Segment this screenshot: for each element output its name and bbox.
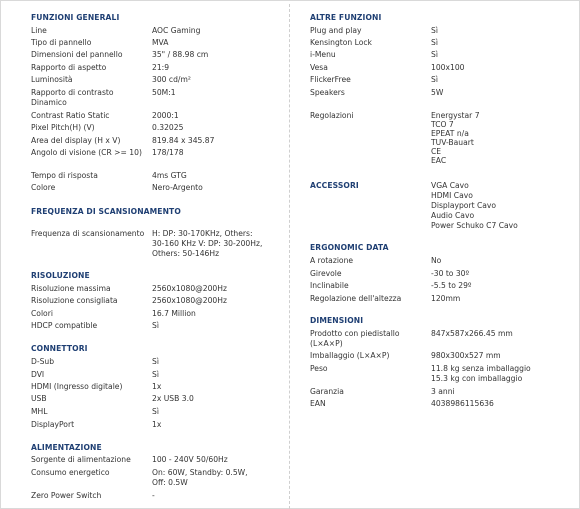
spec-label: Zero Power Switch [31,491,102,500]
spec-label: USB [31,394,47,403]
spec-value: 21:9 [152,63,170,72]
spec-value-line: TUV-Bauart [431,138,474,147]
accessory-item: HDMI Cavo [431,191,473,200]
spec-label: HDCP compatible [31,321,98,330]
spec-value-line: 15.3 kg con imballaggio [431,374,523,383]
accessory-item: Power Schuko C7 Cavo [431,221,518,230]
spec-value: Sì [152,357,159,366]
spec-value: 2000:1 [152,111,179,120]
spec-label: Pixel Pitch(H) (V) [31,123,95,132]
spec-label: Regolazione dell'altezza [310,294,402,303]
section-title-connettori: CONNETTORI [31,344,88,353]
spec-label: Girevole [310,269,342,278]
spec-label: Colore [31,183,56,192]
spec-value: 4038986115636 [431,399,494,408]
spec-value: 980x300x527 mm [431,351,501,360]
section-title-risoluzione: RISOLUZIONE [31,271,90,280]
spec-value: AOC Gaming [152,26,201,35]
spec-value: Sì [431,26,438,35]
spec-value: 819.84 x 345.87 [152,136,215,145]
section-title-dimensioni: DIMENSIONI [310,316,364,325]
spec-value: 16.7 Million [152,309,196,318]
spec-value: Nero-Argento [152,183,203,192]
spec-label: i-Menu [310,50,336,59]
accessory-item: Displayport Cavo [431,201,497,210]
spec-label: FlickerFree [310,75,351,84]
spec-label: Sorgente di alimentazione [31,455,131,464]
spec-label: Tempo di risposta [31,171,98,180]
spec-label: Rapporto di contrasto Dinamico [31,88,114,107]
spec-value: 178/178 [152,148,184,157]
spec-value-line: 30-160 KHz V: DP: 30-200Hz, [152,239,263,248]
spec-label: Speakers [310,88,345,97]
spec-label: Plug and play [310,26,362,35]
spec-value: Sì [431,50,438,59]
accessory-item: Audio Cavo [431,211,475,220]
spec-value: 5W [431,88,444,97]
spec-label: DVI [31,370,45,379]
spec-label: Kensington Lock [310,38,372,47]
spec-value: 2560x1080@200Hz [152,284,227,293]
spec-label: Tipo di pannello [31,38,92,47]
spec-label: Colori [31,309,53,318]
spec-value-line: CE [431,147,442,156]
spec-label: Frequenza di scansionamento [31,229,145,238]
spec-value: Sì [152,407,159,416]
spec-value: 120mm [431,294,461,303]
section-title-accessori: ACCESSORI [310,181,359,190]
spec-label: Imballaggio (L×A×P) [310,351,390,360]
spec-value: 35" / 88.98 cm [152,50,209,59]
spec-value: 300 cd/m² [152,75,191,84]
spec-value: 847x587x266.45 mm [431,329,513,338]
spec-value: 3 anni [431,387,455,396]
spec-value-line: EAC [431,156,447,165]
section-title-funzioni-generali: FUNZIONI GENERALI [31,13,120,22]
spec-value: Sì [431,38,438,47]
spec-label: Contrast Ratio Static [31,111,110,120]
section-title-altre-funzioni: ALTRE FUNZIONI [310,13,382,22]
spec-value: 100x100 [431,63,465,72]
spec-value: 2x USB 3.0 [152,394,194,403]
spec-value: Sì [152,321,159,330]
spec-value-line: TCO 7 [431,120,454,129]
accessory-item: VGA Cavo [431,181,469,190]
spec-value: 4ms GTG [152,171,187,180]
spec-value-line: H: DP: 30-170KHz, Others: [152,229,253,238]
spec-value: No [431,256,442,265]
spec-value-line: 11.8 kg senza imballaggio [431,364,531,373]
spec-label: Risoluzione consigliata [31,296,118,305]
spec-label: EAN [310,399,326,408]
spec-value: 0.32025 [152,123,184,132]
spec-value: 1x [152,420,162,429]
spec-label: Angolo di visione (CR >= 10) [31,148,142,157]
spec-value-line: EPEAT n/a [431,129,469,138]
spec-label: Risoluzione massima [31,284,111,293]
spec-label: MHL [31,407,48,416]
section-title-ergonomic-data: ERGONOMIC DATA [310,243,389,252]
spec-value-line: Others: 50-146Hz [152,249,220,258]
spec-value: 2560x1080@200Hz [152,296,227,305]
spec-label: DisplayPort [31,420,75,429]
spec-label: HDMI (Ingresso digitale) [31,382,123,391]
column-divider [289,4,290,509]
spec-label: Consumo energetico [31,468,110,477]
spec-value: 1x [152,382,162,391]
section-title-alimentazione: ALIMENTAZIONE [31,443,102,452]
spec-label: Prodotto con piedistallo (L×A×P) [310,329,400,348]
spec-value: Sì [431,75,438,84]
spec-label: Inclinabile [310,281,349,290]
spec-label: Garanzia [310,387,344,396]
spec-value: -5.5 to 29º [431,281,472,290]
spec-label: D-Sub [31,357,55,366]
spec-value: -30 to 30º [431,269,470,278]
spec-label: A rotazione [310,256,354,265]
spec-label: Peso [310,364,328,373]
spec-label: Line [31,26,47,35]
spec-value: 50M:1 [152,88,176,97]
section-title-frequenza: FREQUENZA DI SCANSIONAMENTO [31,207,181,216]
spec-value: - [152,491,155,500]
spec-label: Area del display (H x V) [31,136,121,145]
spec-value-line: Energystar 7 [431,111,480,120]
spec-value: MVA [152,38,169,47]
spec-label: Rapporto di aspetto [31,63,107,72]
spec-label: Regolazioni [310,111,354,120]
spec-label: Dimensioni del pannello [31,50,123,59]
spec-value-line: On: 60W, Standby: 0.5W, [152,468,248,477]
spec-label: Vesa [310,63,328,72]
spec-value-line: Off: 0.5W [152,478,188,487]
spec-value: Sì [152,370,159,379]
spec-label: Luminosità [31,75,73,84]
spec-value: 100 - 240V 50/60Hz [152,455,228,464]
